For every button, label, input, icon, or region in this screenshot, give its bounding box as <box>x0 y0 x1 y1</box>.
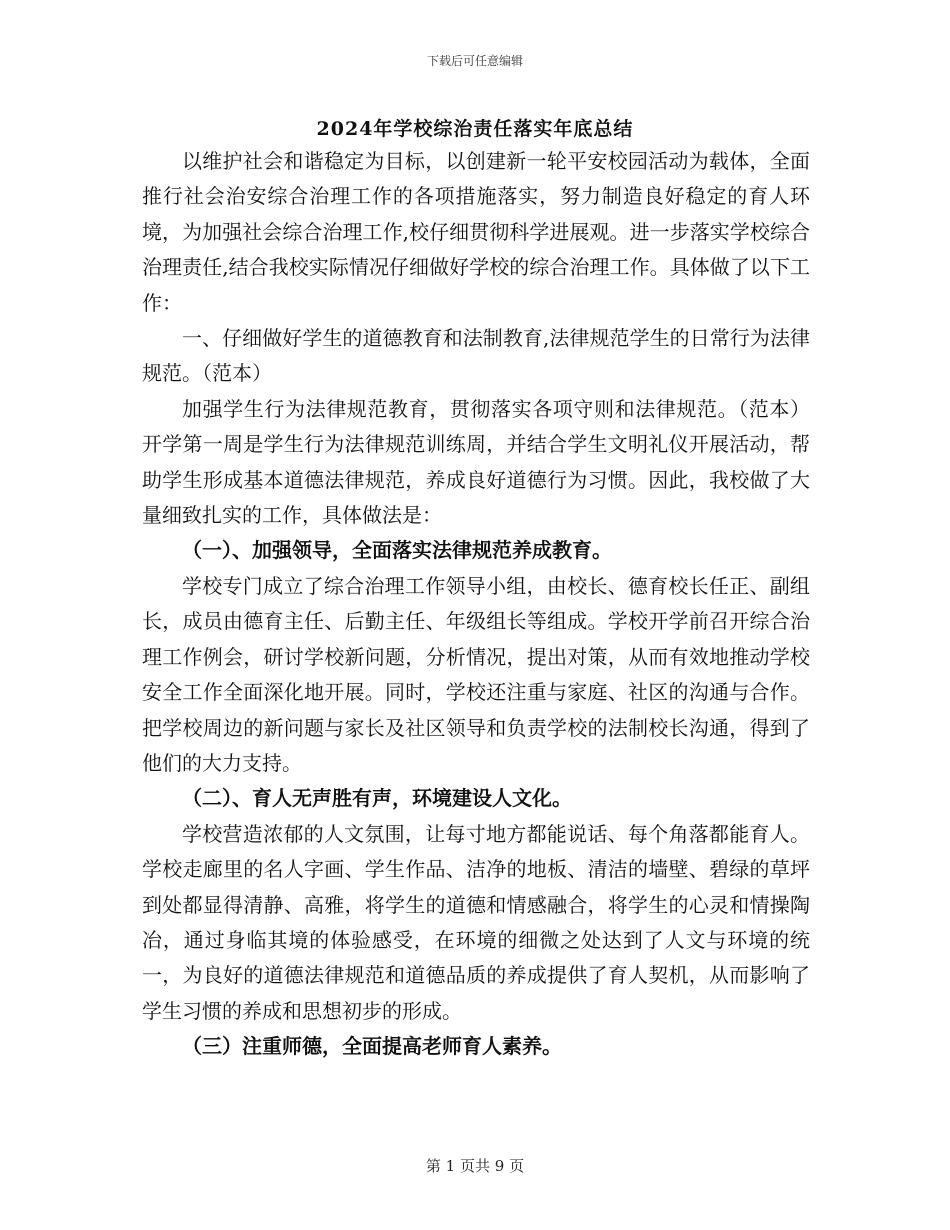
document-title: 2024年学校综治责任落实年底总结 <box>316 118 634 140</box>
subheading-three: （三）注重师德，全面提高老师育人素养。 <box>182 1034 562 1059</box>
body-paragraph: 学校专门成立了综合治理工作领导小组，由校长、德育校长任正、副组长，成员由德育主任、后勤主任、年级组长等组成。学校开学前召开综合治理工作例会，研讨学校新问题，分析情况，提出对策，从而有效地推动学校安全工作全面深化地开展。同时，学校还注重与家庭、社区的沟通与合作。把学校周边的新问题与家长及社区领导和负责学校的法制校长沟通，得到了他们的大力支持。 <box>142 573 810 775</box>
intro-paragraph: 以维护社会和谐稳定为目标，以创建新一轮平安校园活动为载体，全面推行社会治安综合治理工作的各项措施落实，努力制造良好稳定的育人环境，为加强社会综合治理工作,校仔细贯彻科学进展观。进一步落实学校综合治理责任,结合我校实际情况仔细做好学校的综合治理工作。具体做了以下工作： <box>142 149 810 315</box>
document-body <box>142 144 810 1065</box>
header-note: 下载后可任意编辑 <box>426 54 523 68</box>
subheading-two: （二）、育人无声胜有声，环境建设人文化。 <box>182 786 572 811</box>
section-one-paragraph: 一、仔细做好学生的道德教育和法制教育,法律规范学生的日常行为法律规范。（范本） <box>142 326 810 386</box>
subheading-one: （一）、加强领导，全面落实法律规范养成教育。 <box>182 538 612 563</box>
body-paragraph: 加强学生行为法律规范教育，贯彻落实各项守则和法律规范。（范本）开学第一周是学生行为法律规范训练周，并结合学生文明礼仪开展活动，帮助学生形成基本道德法律规范，养成良好道德行为习惯。因此，我校做了大量细致扎实的工作，具体做法是： <box>142 396 810 528</box>
page-footer: 第 1 页共 9 页 <box>425 1157 525 1175</box>
body-paragraph: 学校营造浓郁的人文氛围，让每寸地方都能说话、每个角落都能育人。学校走廊里的名人字画、学生作品、洁净的地板、清洁的墙壁、碧绿的草坪到处都显得清静、高雅，将学生的道德和情感融合，将学生的心灵和情操陶冶，通过身临其境的体验感受，在环境的细微之处达到了人文与环境的统一，为良好的道德法律规范和道德品质的养成提供了育人契机，从而影响了学生习惯的养成和思想初步的形成。 <box>142 821 810 1023</box>
